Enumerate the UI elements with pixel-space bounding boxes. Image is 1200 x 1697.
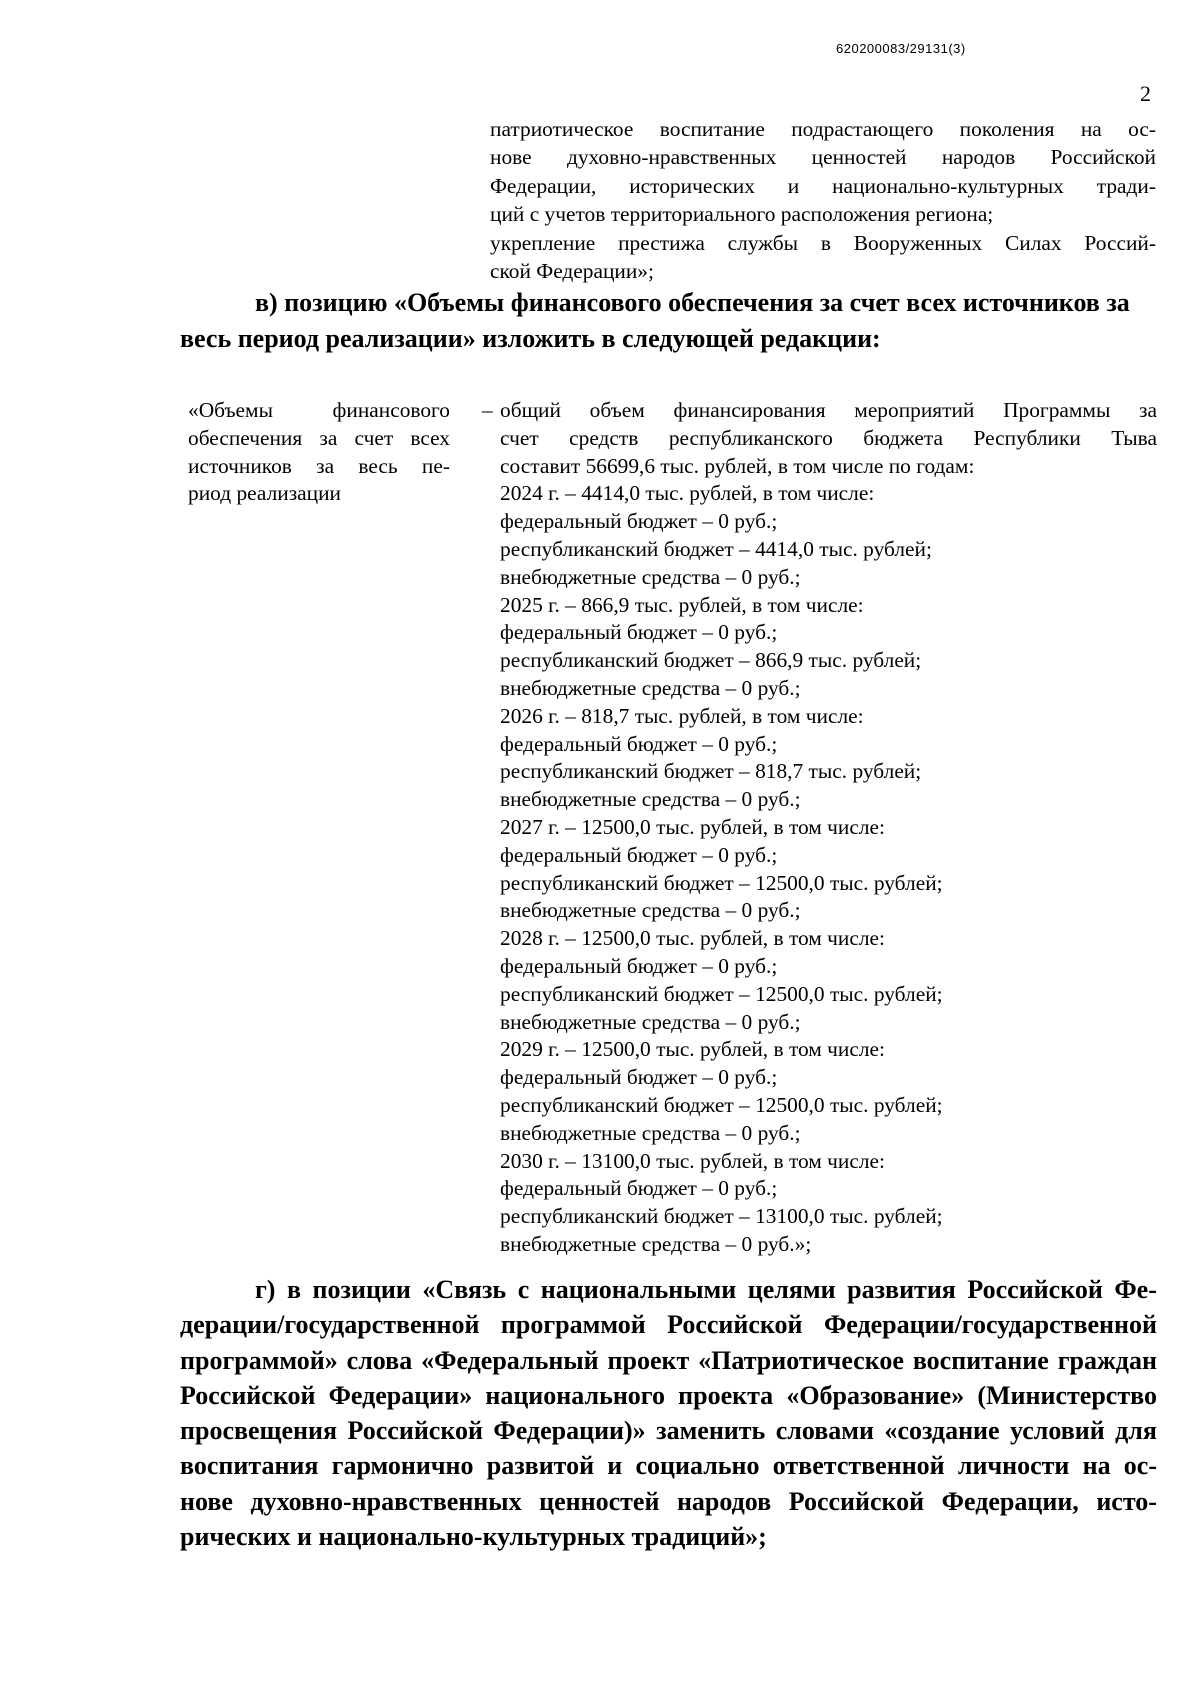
- word: за: [1139, 398, 1157, 422]
- word: Россий-: [1084, 230, 1156, 255]
- word: на: [1082, 1451, 1111, 1481]
- word: общий: [500, 398, 561, 422]
- word: слова: [346, 1345, 413, 1375]
- table-right-line: внебюджетные средства – 0 руб.;: [500, 675, 801, 700]
- word: проекта: [678, 1380, 774, 1410]
- paragraph-g-line: [180, 1378, 1157, 1413]
- word: Федерации)»: [493, 1416, 646, 1446]
- word: Тыва: [1111, 425, 1157, 450]
- word: заменить: [656, 1416, 766, 1446]
- table-right-line: 2026 г. – 818,7 тыс. рублей, в том числе:: [500, 703, 864, 728]
- word: (Министерство: [977, 1380, 1157, 1410]
- table-right-line: федеральный бюджет – 0 руб.;: [500, 731, 778, 756]
- table-right-line: внебюджетные средства – 0 руб.»;: [500, 1231, 812, 1256]
- word: «Связь: [422, 1275, 507, 1304]
- word: за: [319, 425, 338, 450]
- word: воспитание: [659, 117, 765, 141]
- table-right-line: федеральный бюджет – 0 руб.;: [500, 1176, 778, 1201]
- word: ценностей: [539, 1486, 660, 1516]
- word: «создание: [884, 1416, 1000, 1446]
- table-right-line: 2024 г. – 4414,0 тыс. рублей, в том числе:: [500, 481, 875, 506]
- word: Федерации/государственной: [823, 1310, 1157, 1340]
- table-left-line: [188, 397, 450, 425]
- word: национально-культурных: [832, 173, 1064, 198]
- word: личности: [957, 1451, 1070, 1481]
- table-right-line: составит 56699,6 тыс. рублей, в том числе по годам:: [500, 453, 975, 478]
- word: национального: [485, 1380, 665, 1410]
- word: программой: [500, 1310, 646, 1340]
- word: Федерации,: [490, 173, 597, 198]
- table-right-line: внебюджетные средства – 0 руб.;: [500, 1120, 801, 1145]
- table-right-line: республиканский бюджет – 12500,0 тыс. рублей;: [500, 870, 943, 895]
- word: воспитание: [912, 1345, 1049, 1375]
- table-right-line: внебюджетные средства – 0 руб.;: [500, 564, 801, 589]
- page-number: 2: [1140, 81, 1151, 106]
- word: социально: [635, 1451, 760, 1481]
- word: нове: [490, 145, 532, 170]
- word: источников: [188, 453, 292, 478]
- table-right-cell: [500, 397, 1157, 1259]
- word: ценностей: [811, 145, 907, 170]
- word: гармонично: [331, 1451, 474, 1481]
- word: мероприятий: [854, 398, 975, 422]
- table-right-line: [500, 397, 1157, 425]
- word: Российской: [788, 1486, 925, 1516]
- word: условий: [1010, 1416, 1105, 1446]
- word: воспитания: [180, 1451, 319, 1481]
- word: народов: [941, 145, 1016, 170]
- paragraph-g-line: [180, 1272, 1157, 1307]
- table-right-line: федеральный бюджет – 0 руб.;: [500, 1065, 778, 1090]
- word: счет: [354, 425, 394, 450]
- table-right-line: республиканский бюджет – 12500,0 тыс. рублей;: [500, 1092, 943, 1117]
- word: духовно-нравственных: [250, 1486, 522, 1516]
- intro-line: ций с учетов территориального расположения региона;: [490, 202, 994, 227]
- word: позиции: [312, 1275, 411, 1304]
- word: престижа: [618, 230, 705, 255]
- table-right-line: федеральный бюджет – 0 руб.;: [500, 953, 778, 978]
- word: национальными: [540, 1275, 737, 1304]
- table-right-line: 2028 г. – 12500,0 тыс. рублей, в том числе:: [500, 926, 885, 951]
- word: духовно-нравственных: [566, 145, 777, 170]
- word: Российской: [667, 1310, 803, 1340]
- word: Российской: [967, 1275, 1103, 1304]
- table-left-line: [188, 453, 450, 481]
- word: средств: [569, 425, 639, 450]
- word: проект: [607, 1345, 690, 1375]
- word: исто-: [1096, 1486, 1157, 1516]
- word: ответственной: [772, 1451, 945, 1481]
- table-left-line: [188, 425, 450, 453]
- word: объем: [589, 398, 645, 422]
- table-right-line: федеральный бюджет – 0 руб.;: [500, 509, 778, 534]
- word: г): [255, 1275, 276, 1304]
- word: Вооруженных: [853, 230, 983, 255]
- paragraph-g-line: рических и национально-культурных традиций»;: [180, 1522, 767, 1552]
- word: Программы: [1003, 398, 1111, 422]
- word: тради-: [1096, 173, 1156, 198]
- word: «Федеральный: [421, 1345, 599, 1375]
- paragraph-v-line: весь период реализации» изложить в следующей редакции:: [180, 324, 881, 353]
- word: нове: [180, 1486, 233, 1516]
- paragraph-g-line: [180, 1448, 1157, 1483]
- word: развития: [847, 1275, 956, 1304]
- word: словами: [775, 1416, 874, 1446]
- word: Российской: [1050, 145, 1156, 170]
- table-right-line: республиканский бюджет – 4414,0 тыс. рублей;: [500, 536, 932, 561]
- word: счет: [500, 425, 539, 450]
- word: в: [820, 230, 831, 255]
- word: для: [1115, 1416, 1157, 1446]
- intro-line: [490, 143, 1156, 171]
- word: Российской: [347, 1416, 483, 1446]
- word: граждан: [1057, 1345, 1157, 1375]
- table-left-cell: [188, 397, 450, 508]
- table-left-line: риод реализации: [188, 481, 341, 506]
- word: ос-: [1128, 117, 1156, 141]
- paragraph-g-line: [180, 1307, 1157, 1342]
- table-right-line: республиканский бюджет – 818,7 тыс. рублей;: [500, 759, 922, 784]
- intro-text-block: [490, 115, 1156, 285]
- table-right-line: 2025 г. – 866,9 тыс. рублей, в том числе:: [500, 592, 864, 617]
- table-right-line: внебюджетные средства – 0 руб.;: [500, 787, 801, 812]
- word: финансового: [332, 398, 450, 422]
- intro-line: [490, 229, 1156, 257]
- word: целями: [747, 1275, 836, 1304]
- paragraph-g-line: [180, 1413, 1157, 1448]
- word: пе-: [421, 453, 450, 478]
- word: программой»: [180, 1345, 338, 1375]
- word: финансирования: [673, 398, 826, 422]
- table-right-line: [500, 425, 1157, 453]
- word: дерации/государственной: [180, 1310, 480, 1340]
- word: республиканского: [668, 425, 833, 450]
- word: патриотическое: [490, 117, 634, 141]
- paragraph-g: [180, 1272, 1157, 1554]
- word: Силах: [1004, 230, 1062, 255]
- table-right-line: 2030 г. – 13100,0 тыс. рублей, в том числе:: [500, 1148, 885, 1173]
- word: Федерации»: [328, 1380, 473, 1410]
- intro-line: [490, 115, 1156, 143]
- paragraph-g-line: [180, 1484, 1157, 1519]
- word: народов: [676, 1486, 772, 1516]
- word: Российской: [180, 1380, 316, 1410]
- table-right-line: республиканский бюджет – 13100,0 тыс. рублей;: [500, 1204, 943, 1229]
- paragraph-v-line: в) позицию «Объемы финансового обеспечения за счет всех источников за: [255, 288, 1130, 317]
- word: подрастающего: [791, 117, 934, 141]
- paragraph-v: [180, 285, 1157, 357]
- word: с: [517, 1275, 530, 1304]
- word: за: [316, 453, 335, 478]
- word: и: [787, 173, 800, 198]
- table-right-line: республиканский бюджет – 12500,0 тыс. рублей;: [500, 981, 943, 1006]
- word: весь: [358, 453, 398, 478]
- word: обеспечения: [188, 425, 303, 450]
- word: службы: [727, 230, 798, 255]
- word: «Объемы: [188, 398, 273, 422]
- document-id: 620200083/29131(3): [836, 41, 966, 56]
- word: исторических: [629, 173, 755, 198]
- word: всех: [410, 425, 450, 450]
- table-right-line: федеральный бюджет – 0 руб.;: [500, 842, 778, 867]
- word: ос-: [1123, 1451, 1157, 1481]
- word: развитой: [486, 1451, 595, 1481]
- intro-line: [490, 172, 1156, 200]
- table-right-line: 2029 г. – 12500,0 тыс. рублей, в том числе:: [500, 1037, 885, 1062]
- table-right-line: республиканский бюджет – 866,9 тыс. рублей;: [500, 648, 922, 673]
- table-right-line: внебюджетные средства – 0 руб.;: [500, 1009, 801, 1034]
- table-right-line: федеральный бюджет – 0 руб.;: [500, 620, 778, 645]
- paragraph-g-line: [180, 1343, 1157, 1378]
- word: Фе-: [1114, 1275, 1157, 1304]
- word: бюджета: [863, 425, 944, 450]
- word: укрепление: [490, 230, 596, 255]
- word: и: [607, 1451, 623, 1481]
- table-dash: –: [482, 398, 493, 422]
- intro-line: ской Федерации»;: [490, 259, 654, 284]
- word: на: [1080, 117, 1102, 141]
- word: в: [286, 1275, 302, 1304]
- word: Федерации,: [941, 1486, 1079, 1516]
- word: просвещения: [180, 1416, 338, 1446]
- word: «Патриотическое: [698, 1345, 904, 1375]
- word: «Образование»: [786, 1380, 965, 1410]
- word: поколения: [959, 117, 1055, 141]
- word: Республики: [973, 425, 1081, 450]
- table-right-line: 2027 г. – 12500,0 тыс. рублей, в том числе:: [500, 814, 885, 839]
- table-right-line: внебюджетные средства – 0 руб.;: [500, 898, 801, 923]
